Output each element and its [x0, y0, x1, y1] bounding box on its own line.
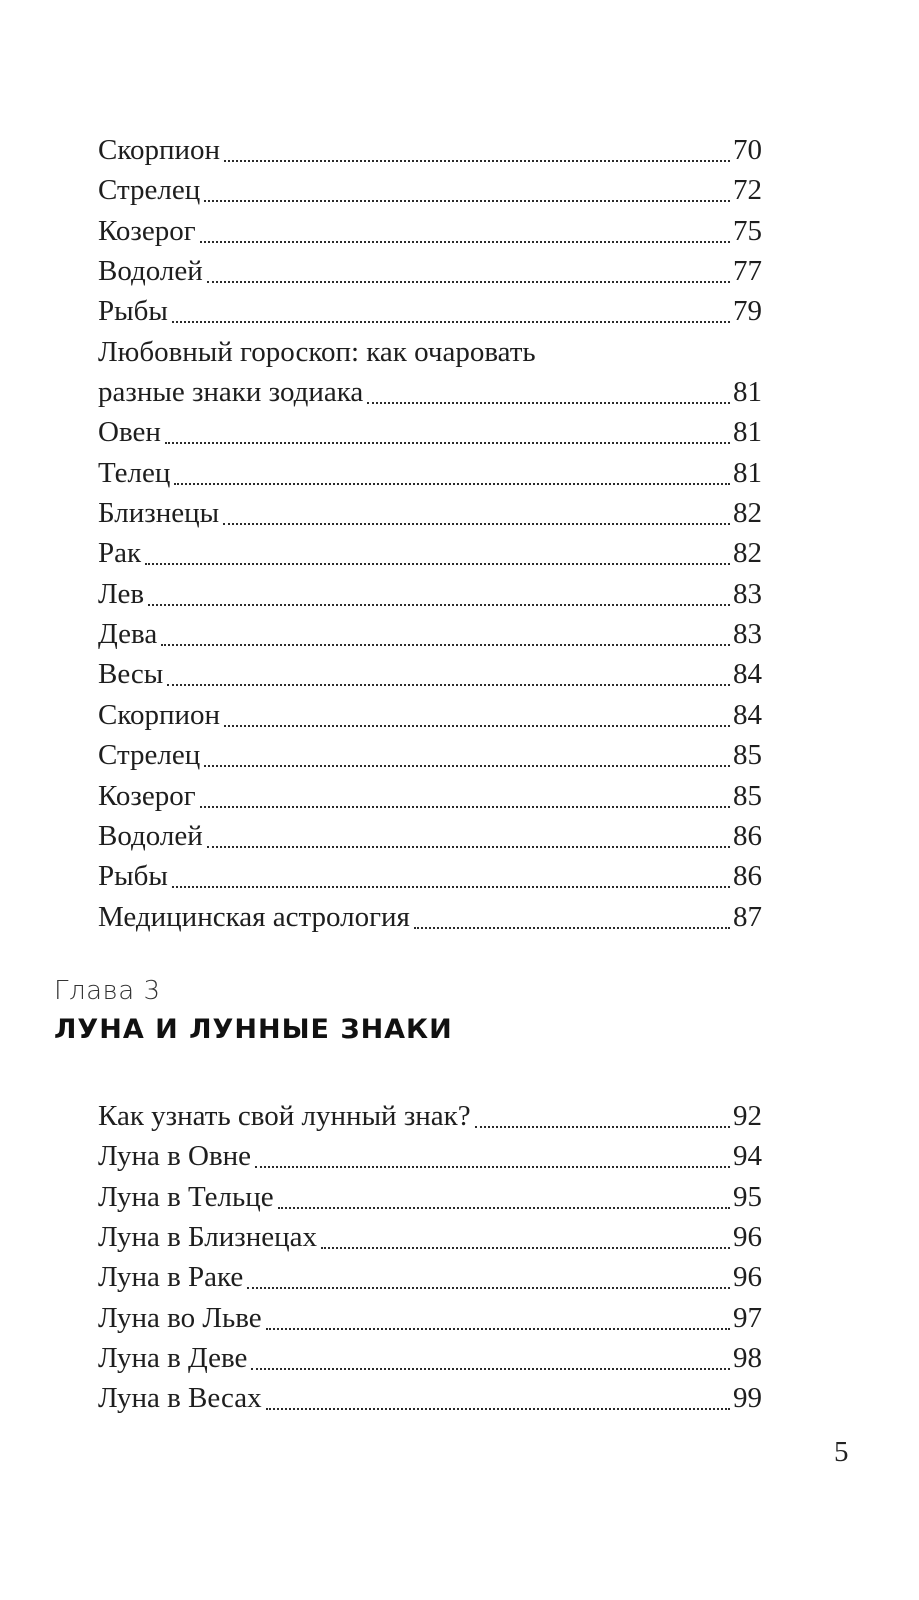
toc-entry-page: 81: [733, 376, 762, 409]
toc-entry-title: Козерог: [98, 214, 196, 247]
toc-entry: [98, 1177, 762, 1217]
toc-entry-title: Стрелец: [98, 739, 201, 772]
dot-leader: [165, 412, 730, 444]
toc-entry-title: Дева: [98, 618, 158, 651]
toc-entry-page: 86: [733, 819, 762, 852]
toc-entry-title: Луна в Овне: [98, 1140, 252, 1173]
toc-entry-page: 79: [733, 295, 762, 328]
toc-entry: [98, 130, 762, 170]
toc-entry-page: 81: [733, 416, 762, 449]
toc-entry: [98, 816, 762, 856]
dot-leader: [145, 533, 730, 565]
toc-entry-title: Любовный гороскоп: как очаровать: [98, 335, 536, 368]
toc-entry-title: Рак: [98, 537, 142, 570]
dot-leader: [148, 574, 730, 606]
toc-list-chapter2: [98, 130, 762, 937]
toc-entry-page: 87: [733, 900, 762, 933]
dot-leader: [207, 816, 730, 848]
toc-entry-page: 98: [733, 1342, 762, 1375]
toc-entry-page: 75: [733, 214, 762, 247]
page-number: 5: [834, 1436, 849, 1468]
dot-leader: [172, 291, 730, 323]
toc-entry: [98, 1338, 762, 1378]
toc-entry: [98, 856, 762, 896]
toc-entry-title: Медицинская астрология: [98, 900, 410, 933]
toc-entry: [98, 776, 762, 816]
dot-leader: [266, 1378, 730, 1410]
toc-entry: [98, 493, 762, 533]
chapter-label: Глава 3: [54, 976, 161, 1006]
toc-entry-page: 99: [733, 1382, 762, 1415]
toc-entry-page: 86: [733, 860, 762, 893]
toc-entry-page: 84: [733, 698, 762, 731]
toc-entry-title: Весы: [98, 658, 164, 691]
toc-entry-title: Водолей: [98, 819, 203, 852]
toc-entry-page: 94: [733, 1140, 762, 1173]
toc-entry-title: Луна в Близнецах: [98, 1221, 318, 1254]
toc-entry: [98, 897, 762, 937]
toc-entry: [98, 1136, 762, 1176]
toc-entry: [98, 170, 762, 210]
toc-entry-page: 82: [733, 537, 762, 570]
toc-entry-line1: [98, 332, 762, 372]
toc-entry: [98, 251, 762, 291]
toc-entry-title: Луна в Раке: [98, 1261, 244, 1294]
toc-entry-page: 82: [733, 497, 762, 530]
dot-leader: [367, 372, 730, 404]
toc-entry-page: 84: [733, 658, 762, 691]
dot-leader: [414, 897, 730, 929]
toc-entry: [98, 614, 762, 654]
toc-entry-title: Близнецы: [98, 497, 220, 530]
toc-entry-title: Как узнать свой лунный знак?: [98, 1100, 471, 1132]
toc-entry-page: 97: [733, 1301, 762, 1334]
dot-leader: [266, 1298, 730, 1330]
chapter-title: ЛУНА И ЛУННЫЕ ЗНАКИ: [54, 1014, 453, 1045]
toc-entry-title: Луна в Весах: [98, 1382, 262, 1415]
toc-entry-title: разные знаки зодиака: [98, 376, 364, 409]
toc-entry-title: Стрелец: [98, 174, 201, 207]
toc-entry: [98, 1298, 762, 1338]
toc-entry: [98, 654, 762, 694]
dot-leader: [223, 493, 730, 525]
toc-entry: [98, 453, 762, 493]
toc-entry: [98, 211, 762, 251]
toc-entry: [98, 735, 762, 775]
toc-entry-title: Рыбы: [98, 860, 168, 893]
dot-leader: [224, 130, 730, 162]
toc-entry-title: Скорпион: [98, 134, 221, 166]
toc-entry: [98, 1096, 762, 1136]
toc-entry-page: 83: [733, 618, 762, 651]
toc-list-chapter3: [98, 1096, 762, 1419]
toc-entry-page: 85: [733, 739, 762, 772]
dot-leader: [475, 1096, 730, 1128]
toc-entry-page: 85: [733, 779, 762, 812]
dot-leader: [255, 1136, 730, 1168]
dot-leader: [172, 856, 730, 888]
toc-entry: [98, 1257, 762, 1297]
toc-entry-page: 96: [733, 1221, 762, 1254]
toc-entry-title: Телец: [98, 456, 171, 489]
toc-entry: [98, 1217, 762, 1257]
toc-entry-page: 92: [733, 1100, 762, 1132]
toc-entry: [98, 574, 762, 614]
toc-entry-title: Лев: [98, 577, 145, 610]
toc-entry: [98, 412, 762, 452]
dot-leader: [207, 251, 730, 283]
dot-leader: [204, 170, 730, 202]
toc-entry-page: 96: [733, 1261, 762, 1294]
toc-entry-page: 70: [733, 134, 762, 166]
toc-entry-title: Козерог: [98, 779, 196, 812]
dot-leader: [167, 654, 730, 686]
toc-entry-title: Скорпион: [98, 698, 221, 731]
toc-entry: [98, 291, 762, 331]
dot-leader: [278, 1177, 730, 1209]
toc-entry: [98, 533, 762, 573]
dot-leader: [200, 776, 730, 808]
toc-entry: [98, 1378, 762, 1418]
toc-entry-title: Овен: [98, 416, 161, 449]
dot-leader: [200, 211, 730, 243]
toc-entry-page: 81: [733, 456, 762, 489]
dot-leader: [321, 1217, 730, 1249]
toc-entry-title: Луна в Тельце: [98, 1180, 274, 1213]
toc-entry-title: Рыбы: [98, 295, 168, 328]
toc-entry-page: 95: [733, 1180, 762, 1213]
toc-entry-line2: [98, 372, 762, 412]
toc-entry-page: 72: [733, 174, 762, 207]
toc-entry: [98, 695, 762, 735]
dot-leader: [224, 695, 730, 727]
toc-entry-page: 77: [733, 255, 762, 288]
dot-leader: [161, 614, 730, 646]
dot-leader: [247, 1257, 730, 1289]
dot-leader: [204, 735, 730, 767]
toc-entry-title: Водолей: [98, 255, 203, 288]
dot-leader: [251, 1338, 730, 1370]
toc-entry-title: Луна в Деве: [98, 1342, 248, 1375]
toc-entry-title: Луна во Льве: [98, 1301, 262, 1334]
dot-leader: [174, 453, 730, 485]
toc-entry-page: 83: [733, 577, 762, 610]
